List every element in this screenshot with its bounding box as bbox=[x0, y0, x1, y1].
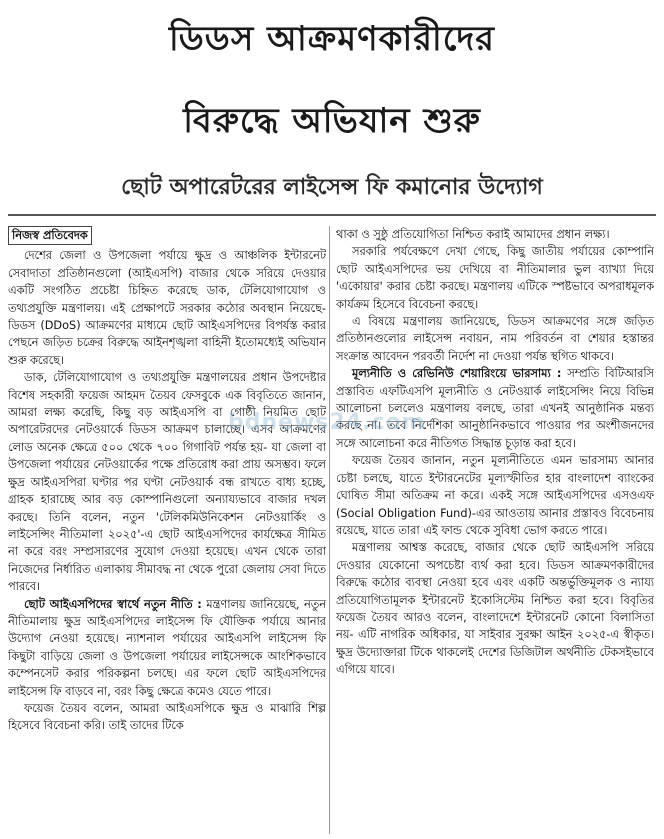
section-paragraph bbox=[336, 365, 654, 452]
headline-line-1: ডিডস আক্রমণকারীদের bbox=[169, 19, 495, 59]
headline-line-2: বিরুদ্ধে অভিযান শুরু bbox=[183, 101, 481, 141]
section-paragraph bbox=[8, 596, 326, 700]
section-text: মন্ত্রণালয় জানিয়েছে, নতুন নীতিমালায় ক্ষুদ্র আইএসপিদের লাইসেন্স ফি যৌক্তিক পর্যায়ে আনার উদ্যোগ নেওয়া হয়েছে। ন্যাশনাল পর্যায়ের আইএসপি লাইসেন্স ফি কিছুটা বাড়িয়ে জেলা ও উপজেলা পর্যায়ের লাইসেন্সকে আংশিকভাবে কম্পেনসেট করার পরিকল্পনা চলছে। এর ফলে ছোট আইএসপিদের লাইসেন্স ফি বাড়বে না, বরং কিছু ক্ষেত্রে কমেও যেতে পারে। bbox=[8, 597, 326, 698]
header-rule bbox=[8, 214, 656, 216]
byline: নিজস্ব প্রতিবেদক bbox=[8, 226, 92, 245]
paragraph: সরকারি পর্যবেক্ষণে দেখা গেছে, কিছু জাতীয় পর্যায়ের কোম্পানি ছোট আইএসপিদের ভয় দেখিয়ে বা নীতিমালার ভুল ব্যাখ্যা দিয়ে 'একোয়ার' করার চেষ্টা করছে। মন্ত্রণালয় এটিকে স্পষ্টভাবে অপরাধমূলক কার্যক্রম হিসেবে বিবেচনা করছে। bbox=[336, 245, 654, 311]
column-divider bbox=[329, 226, 330, 834]
paragraph: থাকা ও সুষ্ঠু প্রতিযোগিতা নিশ্চিত করাই আমাদের প্রধান লক্ষ্য। bbox=[336, 228, 610, 241]
paragraph: মন্ত্রণালয় আশ্বস্ত করেছে, বাজার থেকে ছোট আইএসপি সরিয়ে দেওয়ার যেকোনো অপচেষ্টা ব্যর্থ করা হবে। ডিডস আক্রমণকারীদের বিরুদ্ধে কঠোর ব্যবস্থা নেওয়া হবে এবং একটি অন্তর্ভুক্তিমূলক ও ন্যায্য প্রতিযোগিতামূলক ইন্টারনেট ইকোসিস্টেম নিশ্চিত করা হবে। বিবৃতির ফয়েজ তৈয়ব আরও বলেন, বাংলাদেশে ইন্টারনেট কোনো বিলাসিতা নয়- এটি নাগরিক অধিকার, যা সাইবার সুরক্ষা আইন ২০২৫-এ স্বীকৃত। ক্ষুদ্র উদ্যোক্তারা টিকে থাকলেই দেশের ডিজিটাল অর্থনীতি টেকসইভাবে এগিয়ে যাবে। bbox=[336, 541, 654, 677]
paragraph: দেশের জেলা ও উপজেলা পর্যায়ে ক্ষুদ্র ও আঞ্চলিক ইন্টারনেট সেবাদাতা প্রতিষ্ঠানগুলো (আইএসপি) বাজার থেকে সরিয়ে দেওয়ার একটি সংগঠিত প্রচেষ্টা চিহ্নিত করেছে ডাক, টেলিযোগাযোগ ও তথ্যপ্রযুক্তি মন্ত্রণালয়। এই প্রেক্ষাপটে সরকার কঠোর অবস্থান নিয়েছে-ডিডস (DDoS) আক্রমণের মাধ্যমে ছোট আইএসপিদের বিপর্যস্ত করার পেছনে জড়িত চক্রের বিরুদ্ধে আইনশৃঙ্খলা বাহিনী ইতোমধ্যেই অভিযান শুরু করেছে। bbox=[8, 249, 326, 367]
left-column bbox=[8, 226, 326, 838]
right-column bbox=[336, 226, 654, 838]
paragraph: এ বিষয়ে মন্ত্রণালয় জানিয়েছে, ডিডস আক্রমণের সঙ্গে জড়িত প্রতিষ্ঠানগুলোর লাইসেন্স নবায়ন, নাম পরিবর্তন বা শেয়ার হস্তান্তর সংক্রান্ত আবেদন পরবর্তী নির্দেশ না দেওয়া পর্যন্ত স্থগিত থাকবে। bbox=[336, 315, 654, 363]
section-text: সম্প্রতি বিটিআরসি প্রস্তাবিত এফটিএসপি মূল্যনীতি ও নেটওয়ার্ক লাইসেন্সিং নিয়ে বিভিন্ন আলোচনা চললেও মন্ত্রণালয় বলছে, তারা এখনই আনুষ্ঠানিক মন্তব্য করছে না। তবে নির্দেশিকা আনুষ্ঠানিকভাবে পাওয়ার পর অংশীজনদের সঙ্গে আলোচনা করে নীতিগত সিদ্ধান্ত চূড়ান্ত করা হবে। bbox=[336, 367, 654, 450]
paragraph: ডাক, টেলিযোগাযোগ ও তথ্যপ্রযুক্তি মন্ত্রণালয়ের প্রধান উপদেষ্টার বিশেষ সহকারী ফয়েজ আহমদ তৈয়ব ফেসবুকে এক বিবৃতিতে জানান, আমরা লক্ষ্য করেছি, কিছু বড় আইএসপি বা গোষ্ঠী নিয়মিত ছোট অপারেটরদের নেটওয়ার্কে ডিডস আক্রমণ চালাচ্ছে। এসব আক্রমণের লোড অনেক ক্ষেত্রে ৫০০ থেকে ৭০০ গিগাবিট পর্যন্ত হয়- যা জেলা বা উপজেলা পর্যায়ের নেটওয়ার্কের পক্ষে প্রতিরোধ করা প্রায় অসম্ভব। ফলে ক্ষুদ্র আইএসপিরা ঘণ্টার পর ঘণ্টা নেটওয়ার্ক বন্ধ রাখতে বাধ্য হচ্ছে, গ্রাহক হারাচ্ছে আর বড় কোম্পানিগুলো অন্যায্যভাবে বাজার দখল করছে। তিনি বলেন, নতুন 'টেলিকমিউনিকেশন নেটওয়ার্কিং ও লাইসেন্সিং নীতিমালা ২০২৫'-এ ছোট আইএসপিদের কার্যক্ষেত্র সীমিত না করে বরং সম্প্রসারণের সুযোগ দেওয়া হয়েছে। এখন থেকে তারা নিজেদের নির্ধারিত এলাকায় সীমাবদ্ধ না থেকে পুরো জেলায় সেবা দিতে পারবে। bbox=[8, 371, 326, 594]
watermark-logo: bdnews24.com bbox=[228, 410, 426, 435]
section-heading: মূল্যনীতি ও রেভিনিউ শেয়ারিংয়ে ভারসাম্য : bbox=[352, 367, 562, 381]
subheadline: ছোট অপারেটরের লাইসেন্স ফি কমানোর উদ্যোগ bbox=[121, 175, 543, 200]
section-heading: ছোট আইএসপিদের স্বার্থে নতুন নীতি : bbox=[24, 597, 202, 611]
paragraph: ফয়েজ তৈয়ব বলেন, আমরা আইএসপিকে ক্ষুদ্র ও মাঝারি শিল্প হিসেবে বিবেচনা করি। তাই তাদের টিকে bbox=[8, 701, 326, 733]
paragraph: ফয়েজ তৈয়ব জানান, নতুন মূল্যনীতিতে এমন ভারসাম্য আনার চেষ্টা চলছে, যাতে ইন্টারনেটের মূল্যস্ফীতির হার বাংলাদেশ ব্যাংকের ঘোষিত সীমা অতিক্রম না করে। একই সঙ্গে আইএসপিদের এসওএফ (Social Obligation Fund)-এর আওতায় আনার প্রস্তাবও বিবেচনায় রয়েছে, যাতে তারা এই ফান্ড থেকে সুবিধা ভোগ করতে পারে। bbox=[336, 454, 654, 537]
